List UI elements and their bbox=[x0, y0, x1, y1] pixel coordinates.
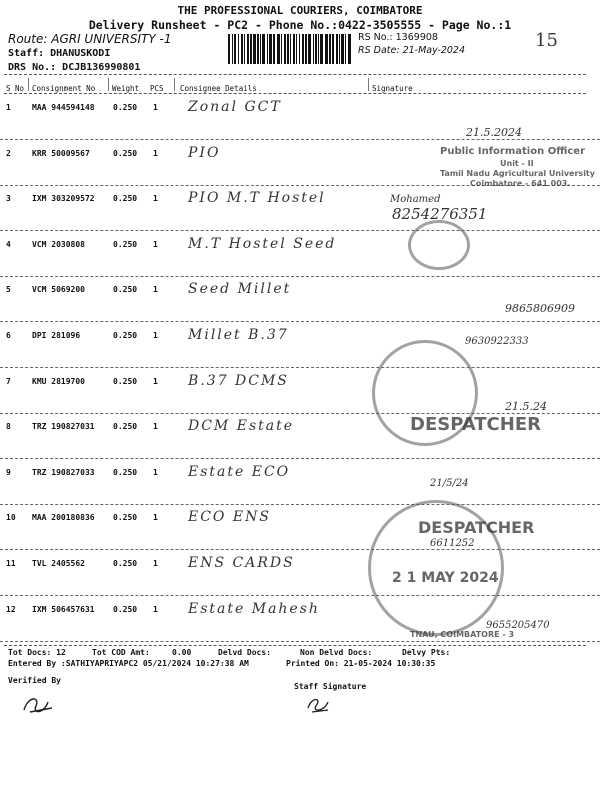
row-sno: 8 bbox=[6, 422, 11, 432]
row-consignee: Estate Mahesh bbox=[188, 600, 320, 617]
row-weight: 0.250 bbox=[113, 559, 138, 568]
row-consignee: PIO M.T Hostel bbox=[188, 190, 326, 207]
row-consignment: KMU 2819700 bbox=[32, 376, 85, 386]
col-divider bbox=[174, 78, 175, 91]
row-pcs: 1 bbox=[153, 422, 158, 432]
total-cod-amount: 0.00 bbox=[172, 648, 192, 657]
row-pcs: 1 bbox=[153, 467, 158, 477]
printed-on: Printed On: 21-05-2024 10:30:35 bbox=[286, 659, 436, 668]
row-weight: 0.250 bbox=[113, 194, 138, 204]
row-sno: 4 bbox=[6, 239, 11, 249]
entered-by: Entered By :SATHIYAPRIYAPC2 05/21/2024 10:27:38 AM bbox=[8, 659, 249, 668]
row-pcs: 1 bbox=[153, 331, 158, 340]
row-consignee: ECO ENS bbox=[188, 509, 271, 526]
row-consignee: ENS CARDS bbox=[188, 555, 295, 571]
handwritten-number: 6611252 bbox=[430, 538, 475, 549]
row-consignee: Millet B.37 bbox=[188, 327, 289, 343]
non-delivered-docs: Non Delvd Docs: bbox=[300, 648, 373, 657]
row-consignment: TRZ 190827033 bbox=[32, 467, 95, 477]
handwritten-phone: 9630922333 bbox=[465, 336, 529, 347]
header-top-rule bbox=[4, 74, 586, 75]
row-sno: 9 bbox=[6, 467, 11, 477]
route-label: Route: AGRI UNIVERSITY -1 bbox=[8, 32, 172, 46]
row-weight: 0.250 bbox=[113, 467, 138, 477]
row-weight: 0.250 bbox=[113, 148, 138, 158]
row-consignee: M.T Hostel Seed bbox=[188, 235, 337, 252]
row-consignee: Seed Millet bbox=[188, 281, 292, 298]
row-pcs: 1 bbox=[153, 559, 158, 568]
row-pcs: 1 bbox=[153, 513, 158, 523]
col-header-consignment: Consignment No bbox=[32, 84, 96, 93]
col-header-weight: Weight bbox=[112, 84, 140, 93]
row-pcs: 1 bbox=[153, 148, 158, 158]
handwritten-date: 21.5.24 bbox=[505, 400, 547, 413]
table-row bbox=[0, 459, 600, 505]
pio-stamp-university: Tamil Nadu Agricultural University bbox=[440, 169, 595, 178]
row-weight: 0.250 bbox=[113, 285, 138, 295]
pio-stamp-unit: Unit - II bbox=[500, 159, 534, 168]
row-pcs: 1 bbox=[153, 285, 158, 295]
row-sno: 2 bbox=[6, 148, 11, 158]
row-weight: 0.250 bbox=[113, 103, 138, 112]
col-header-pcs: PCS bbox=[150, 84, 164, 93]
pio-stamp-city: Coimbatore - 641 003. bbox=[470, 179, 571, 188]
barcode bbox=[228, 34, 352, 64]
row-sno: 11 bbox=[6, 559, 16, 568]
row-pcs: 1 bbox=[153, 194, 158, 204]
row-sno: 10 bbox=[6, 513, 16, 523]
row-sno: 3 bbox=[6, 194, 11, 204]
rs-date: RS Date: 21-May-2024 bbox=[358, 45, 466, 56]
row-sno: 7 bbox=[6, 376, 11, 386]
row-pcs: 1 bbox=[153, 604, 158, 614]
total-docs: Tot Docs: 12 bbox=[8, 648, 66, 657]
despatcher-stamp: DESPATCHER bbox=[410, 414, 541, 435]
drs-number: DRS No.: DCJB136990801 bbox=[8, 62, 141, 73]
table-row bbox=[0, 276, 600, 322]
handwritten-name: Mohamed bbox=[390, 194, 441, 205]
staff-signature bbox=[304, 694, 334, 716]
row-pcs: 1 bbox=[153, 239, 158, 249]
table-row bbox=[0, 185, 600, 231]
row-consignment: KRR 50009567 bbox=[32, 148, 90, 158]
total-cod-label: Tot COD Amt: bbox=[92, 648, 150, 657]
handwritten-phone: 9655205470 bbox=[486, 620, 550, 631]
row-consignment: IXM 506457631 bbox=[32, 604, 95, 614]
row-consignee: Zonal GCT bbox=[188, 99, 282, 115]
staff-signature-label: Staff Signature bbox=[294, 682, 367, 691]
row-weight: 0.250 bbox=[113, 376, 138, 386]
verified-by-label: Verified By bbox=[8, 676, 61, 685]
row-consignee: DCM Estate bbox=[188, 418, 295, 435]
runsheet-subtitle: Delivery Runsheet - PC2 - Phone No.:0422-3505555 - Page No.:1 bbox=[88, 18, 512, 32]
handwritten-phone: 8254276351 bbox=[392, 205, 488, 223]
rs-number: RS No.: 1369908 bbox=[358, 32, 438, 43]
row-consignment: VCM 5069200 bbox=[32, 285, 85, 295]
col-header-signature: Signature bbox=[372, 84, 413, 93]
col-divider bbox=[368, 78, 369, 91]
row-consignee: PIO bbox=[188, 144, 221, 161]
row-consignee: B.37 DCMS bbox=[188, 372, 289, 389]
col-divider bbox=[108, 78, 109, 91]
tnau-stamp: TNAU, COIMBATORE - 3 bbox=[410, 630, 515, 639]
table-row bbox=[0, 550, 600, 596]
row-sno: 1 bbox=[6, 103, 11, 112]
delivered-docs: Delvd Docs: bbox=[218, 648, 271, 657]
row-weight: 0.250 bbox=[113, 604, 138, 614]
row-consignment: MAA 944594148 bbox=[32, 103, 95, 112]
verifier-signature bbox=[18, 692, 58, 718]
col-header-consignee: Consignee Details bbox=[180, 84, 257, 93]
row-consignment: DPI 281096 bbox=[32, 331, 81, 340]
row-consignee: Estate ECO bbox=[188, 463, 291, 480]
row-consignment: VCM 2030808 bbox=[32, 239, 85, 249]
row-sno: 12 bbox=[6, 604, 16, 614]
round-seal bbox=[408, 220, 470, 270]
row-consignment: MAA 200180836 bbox=[32, 513, 95, 523]
staff-label: Staff: DHANUSKODI bbox=[8, 48, 111, 59]
handwritten-date: 21.5.2024 bbox=[466, 126, 522, 139]
handwritten-phone: 9865806909 bbox=[505, 302, 575, 315]
pio-stamp-title: Public Information Officer bbox=[440, 146, 586, 157]
row-weight: 0.250 bbox=[113, 331, 138, 340]
handwritten-page-mark: 15 bbox=[535, 30, 558, 51]
row-weight: 0.250 bbox=[113, 513, 138, 523]
handwritten-date: 21/5/24 bbox=[430, 478, 469, 489]
footer-rule bbox=[4, 645, 586, 646]
row-pcs: 1 bbox=[153, 376, 158, 386]
row-consignment: TRZ 190827031 bbox=[32, 422, 95, 432]
delivery-points: Delvy Pts: bbox=[402, 648, 451, 657]
row-sno: 5 bbox=[6, 285, 11, 295]
row-weight: 0.250 bbox=[113, 239, 138, 249]
date-stamp: 2 1 MAY 2024 bbox=[392, 570, 499, 586]
table-row bbox=[0, 231, 600, 277]
row-pcs: 1 bbox=[153, 103, 158, 112]
row-consignment: TVL 2405562 bbox=[32, 559, 85, 568]
row-weight: 0.250 bbox=[113, 422, 138, 432]
despatcher-stamp-2: DESPATCHER bbox=[418, 518, 535, 537]
row-sno: 6 bbox=[6, 331, 11, 340]
row-consignment: IXM 303209572 bbox=[32, 194, 95, 204]
col-divider bbox=[28, 78, 29, 91]
company-title: THE PROFESSIONAL COURIERS, COIMBATORE bbox=[177, 4, 423, 17]
col-header-sno: S No bbox=[6, 84, 25, 93]
